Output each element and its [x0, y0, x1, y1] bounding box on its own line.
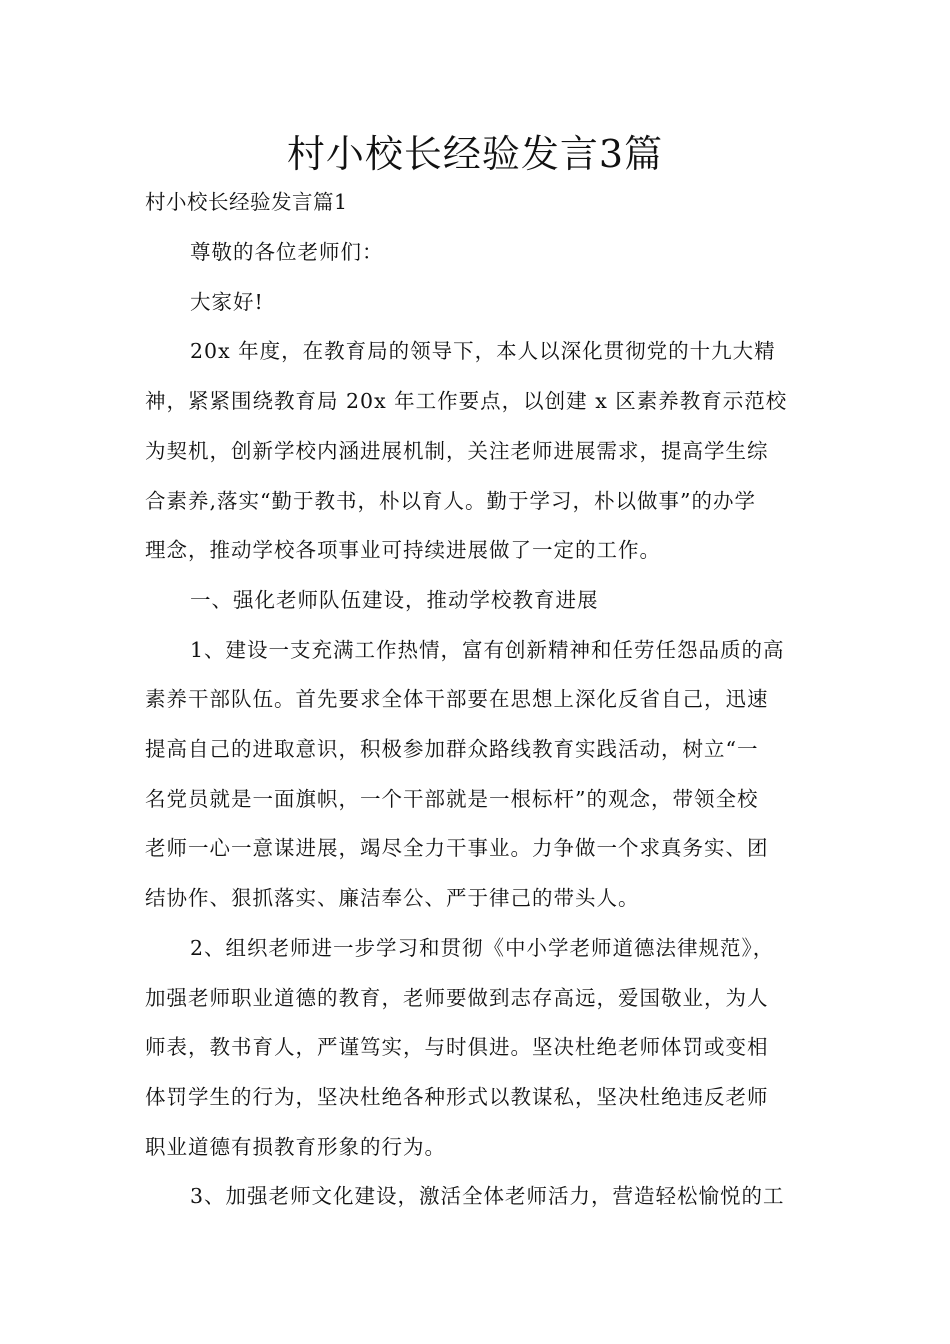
paragraph-intro-line: 合素养,落实“勤于教书，朴以育人。勤于学习，朴以做事”的办学: [145, 488, 756, 513]
paragraph-item-3-line: 3、加强老师文化建设，激活全体老师活力，营造轻松愉悦的工: [190, 1184, 785, 1209]
paragraph-intro-line: 为契机，创新学校内涵进展机制，关注老师进展需求，提高学生综: [145, 438, 769, 463]
document-body: [145, 180, 807, 1222]
paragraph-item-2-line: 2、组织老师进一步学习和贯彻《中小学老师道德法律规范》，: [190, 935, 775, 960]
paragraph-intro-line: 理念，推动学校各项事业可持续进展做了一定的工作。: [145, 538, 661, 563]
paragraph-item-1-line: 1、建设一支充满工作热情，富有创新精神和任劳任怨品质的高: [190, 637, 785, 662]
paragraph-item-2-line: 加强老师职业道德的教育，老师要做到志存高远，爱国敬业，为人: [145, 985, 769, 1010]
greeting: 大家好!: [190, 289, 264, 314]
paragraph-item-1-line: 素养干部队伍。首先要求全体干部要在思想上深化反省自己，迅速: [145, 687, 769, 712]
section-heading: 村小校长经验发言篇1: [145, 190, 348, 214]
paragraph-intro-line: 20x 年度，在教育局的领导下，本人以深化贯彻党的十九大精: [190, 339, 776, 364]
paragraph-item-1-line: 名党员就是一面旗帜，一个干部就是一根标杆”的观念，带领全校: [145, 786, 759, 811]
document-title: 村小校长经验发言3篇: [286, 132, 664, 176]
salutation: 尊敬的各位老师们：: [190, 240, 384, 264]
paragraph-item-2-line: 职业道德有损教育形象的行为。: [145, 1134, 446, 1159]
paragraph-item-1-line: 结协作、狠抓落实、廉洁奉公、严于律己的带头人。: [145, 886, 640, 911]
paragraph-item-2-line: 体罚学生的行为，坚决杜绝各种形式以教谋私，坚决杜绝违反老师: [145, 1084, 769, 1109]
paragraph-item-2-line: 师表，教书育人，严谨笃实，与时俱进。坚决杜绝老师体罚或变相: [145, 1035, 769, 1060]
paragraph-item-1-line: 提高自己的进取意识，积极参加群众路线教育实践活动，树立“一: [145, 737, 759, 762]
paragraph-intro-line: 神，紧紧围绕教育局 20x 年工作要点，以创建 x 区素养教育示范校: [145, 389, 788, 414]
paragraph-item-1-line: 老师一心一意谋进展，竭尽全力干事业。力争做一个求真务实、团: [145, 836, 769, 861]
subheading-one: 一、强化老师队伍建设，推动学校教育进展: [190, 587, 599, 612]
